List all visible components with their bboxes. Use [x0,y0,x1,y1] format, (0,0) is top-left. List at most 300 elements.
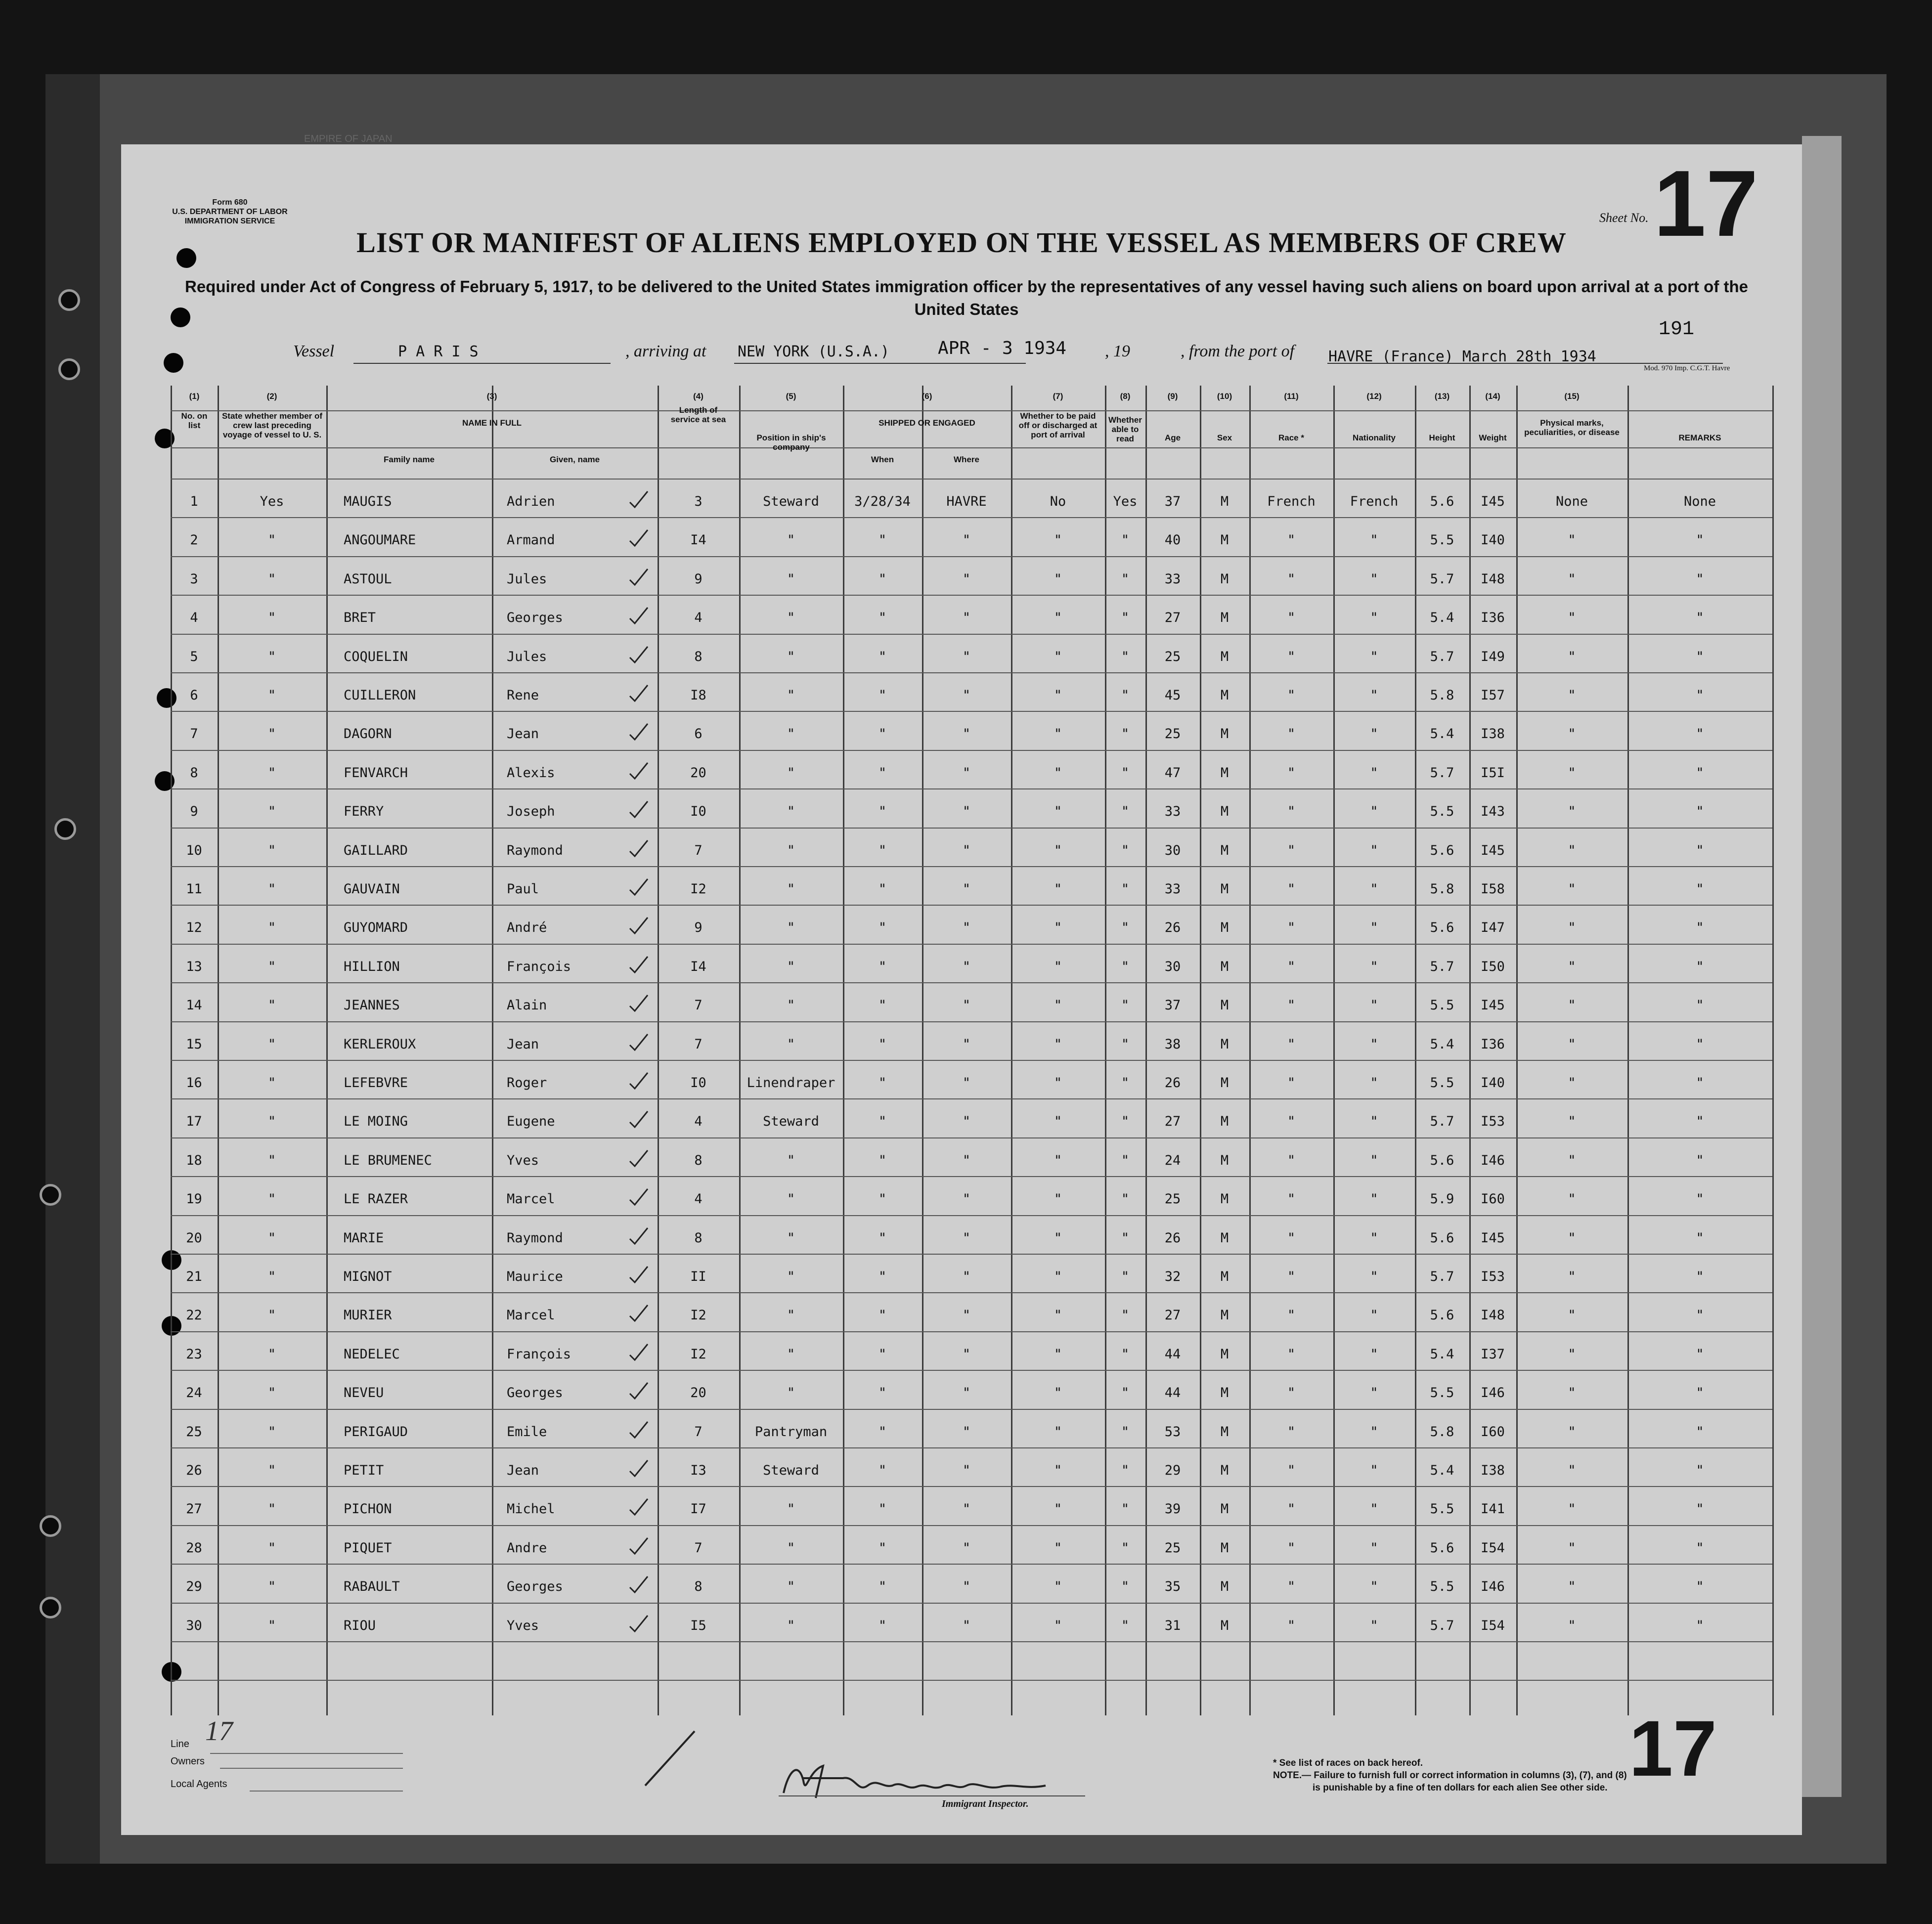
cell-nationality: " [1370,1540,1378,1556]
stamp-number: 191 [1659,318,1695,341]
cell-remarks: " [1696,688,1704,703]
cell-remarks: None [1683,494,1716,509]
row-rule [171,1331,1772,1332]
cell-service: I4 [690,959,706,974]
cell-no: 9 [190,804,198,820]
cell-height: 5.5 [1430,1579,1454,1595]
cell-read: " [1121,610,1130,626]
cell-race: " [1287,1385,1296,1401]
cell-position: " [787,726,795,742]
cell-sex: M [1220,688,1229,703]
row-rule [171,1641,1772,1642]
cell-remarks: " [1696,1230,1704,1246]
underlying-sheet-edge [1802,136,1842,1797]
row-rule [171,1447,1772,1448]
arrival-port: NEW YORK (U.S.A.) [738,343,890,360]
cell-weight: I43 [1481,804,1505,820]
cell-remarks: " [1696,1501,1704,1517]
cell-position: " [787,1579,795,1595]
cell-no: 7 [190,726,198,742]
cell-read: " [1121,1230,1130,1246]
cell-prev: " [267,842,276,858]
cell-given: Alexis [507,765,555,781]
row-rule [171,1215,1772,1216]
cell-service: I4 [690,532,706,548]
sheet-number-label: Sheet No. [1599,211,1649,225]
cell-height: 5.4 [1430,1036,1454,1052]
column-rule [326,386,328,1715]
checkmark-icon [628,528,649,548]
cell-physical: " [1568,1346,1576,1362]
cell-read: " [1121,1463,1130,1478]
cell-height: 5.7 [1430,649,1454,664]
cell-when: " [878,610,887,626]
cell-no: 26 [186,1463,202,1478]
cell-paid: " [1054,1230,1062,1246]
cell-race: " [1287,571,1296,587]
checkmark-icon [628,1536,649,1556]
cell-race: " [1287,726,1296,742]
cell-read: Yes [1113,494,1138,509]
cell-weight: I53 [1481,1114,1505,1130]
cell-read: " [1121,1191,1130,1207]
checkmark-icon [628,1071,649,1091]
col-number-8: (8) [1120,392,1131,401]
cell-when: " [878,920,887,936]
cell-race: " [1287,649,1296,664]
cell-age: 39 [1164,1501,1181,1517]
cell-age: 31 [1164,1618,1181,1633]
cell-age: 24 [1164,1152,1181,1168]
agents-underline [250,1791,403,1792]
cell-no: 24 [186,1385,202,1401]
cell-age: 27 [1164,1114,1181,1130]
cell-no: 30 [186,1618,202,1633]
cell-where: " [962,571,971,587]
header-age: Age [1164,433,1181,442]
cell-when: " [878,959,887,974]
cell-prev: " [267,610,276,626]
col-number-6: (6) [922,392,932,401]
cell-physical: " [1568,688,1576,703]
cell-weight: I54 [1481,1540,1505,1556]
print-imprint: Mod. 970 Imp. C.G.T. Havre [1644,364,1730,372]
cell-service: I0 [690,1075,706,1091]
cell-physical: " [1568,804,1576,820]
col-number-9: (9) [1167,392,1178,401]
cell-prev: " [267,804,276,820]
cell-position: " [787,959,795,974]
cell-service: I5 [690,1618,706,1633]
cell-nationality: French [1350,494,1399,509]
cell-physical: " [1568,1230,1576,1246]
cell-age: 27 [1164,1308,1181,1323]
cell-race: " [1287,1152,1296,1168]
cell-where: " [962,1385,971,1401]
cell-nationality: " [1370,920,1378,936]
cell-where: " [962,842,971,858]
cell-age: 25 [1164,726,1181,742]
cell-nationality: " [1370,1152,1378,1168]
cell-height: 5.4 [1430,1346,1454,1362]
cell-no: 10 [186,842,202,858]
cell-paid: " [1054,998,1062,1013]
cell-sex: M [1220,959,1229,974]
cell-no: 28 [186,1540,202,1556]
header-given-name: Given, name [549,455,600,464]
cell-race: " [1287,959,1296,974]
cell-race: " [1287,1230,1296,1246]
cell-no: 8 [190,765,198,781]
cell-paid: " [1054,1540,1062,1556]
cell-where: " [962,688,971,703]
cell-physical: " [1568,959,1576,974]
cell-age: 33 [1164,881,1181,897]
cell-sex: M [1220,1191,1229,1207]
cell-given: Raymond [507,842,563,858]
cell-weight: I45 [1481,998,1505,1013]
cell-where: " [962,1114,971,1130]
checkmark-icon [628,1342,649,1362]
header-physical-marks: Physical marks, peculiarities, or disease [1524,418,1620,437]
header-when: When [871,455,894,464]
cell-where: " [962,1269,971,1284]
cell-given: Jules [507,649,547,664]
checkmark-icon [628,1420,649,1440]
cell-family: MARIE [344,1230,384,1246]
vessel-name: P A R I S [398,343,479,360]
cell-no: 15 [186,1036,202,1052]
cell-paid: " [1054,610,1062,626]
cell-nationality: " [1370,1501,1378,1517]
cell-no: 14 [186,998,202,1013]
cell-prev: " [267,726,276,742]
row-rule [171,1176,1772,1177]
col-number-4: (4) [693,392,703,401]
cell-physical: " [1568,1191,1576,1207]
cell-height: 5.7 [1430,1114,1454,1130]
cell-physical: " [1568,998,1576,1013]
cell-read: " [1121,1346,1130,1362]
cell-read: " [1121,1308,1130,1323]
cell-remarks: " [1696,1579,1704,1595]
cell-race: " [1287,998,1296,1013]
checkmark-icon [628,993,649,1013]
line-underline [210,1753,403,1754]
cell-height: 5.5 [1430,1385,1454,1401]
cell-physical: " [1568,610,1576,626]
cell-age: 37 [1164,998,1181,1013]
cell-family: FERRY [344,804,384,820]
line-value: 17 [205,1716,233,1747]
cell-prev: " [267,1346,276,1362]
arriving-label: , arriving at [625,342,706,360]
cell-paid: " [1054,649,1062,664]
cell-paid: " [1054,881,1062,897]
cell-age: 25 [1164,649,1181,664]
cell-paid: " [1054,1346,1062,1362]
cell-paid: " [1054,688,1062,703]
cell-height: 5.8 [1430,1424,1454,1440]
cell-weight: I48 [1481,1308,1505,1323]
cell-prev: " [267,881,276,897]
cell-given: Raymond [507,1230,563,1246]
line-label: Line [171,1739,189,1749]
cell-when: " [878,1618,887,1633]
cell-service: 6 [694,726,703,742]
cell-service: 20 [690,765,706,781]
cell-race: " [1287,1579,1296,1595]
cell-prev: " [267,1501,276,1517]
cell-where: " [962,1501,971,1517]
cell-prev: " [267,1463,276,1478]
cell-age: 26 [1164,1230,1181,1246]
cell-family: RABAULT [344,1579,400,1595]
cell-height: 5.7 [1430,571,1454,587]
row-rule [171,711,1772,712]
cell-read: " [1121,726,1130,742]
cell-service: I2 [690,881,706,897]
cell-given: Georges [507,610,563,626]
cell-height: 5.6 [1430,1230,1454,1246]
cell-no: 19 [186,1191,202,1207]
cell-position: " [787,1191,795,1207]
checkmark-icon [628,1497,649,1517]
cell-nationality: " [1370,532,1378,548]
cell-prev: " [267,1269,276,1284]
cell-service: I0 [690,804,706,820]
cell-read: " [1121,1114,1130,1130]
cell-no: 13 [186,959,202,974]
cell-no: 6 [190,688,198,703]
cell-given: Marcel [507,1191,555,1207]
cell-remarks: " [1696,1463,1704,1478]
cell-when: " [878,1385,887,1401]
header-where: Where [954,455,979,464]
cell-race: " [1287,1501,1296,1517]
cell-sex: M [1220,1346,1229,1362]
form-identifier [166,198,294,226]
checkmark-icon [628,606,649,625]
cell-sex: M [1220,532,1229,548]
cell-read: " [1121,1501,1130,1517]
cell-nationality: " [1370,649,1378,664]
cell-family: JEANNES [344,998,400,1013]
cell-prev: " [267,1075,276,1091]
cell-sex: M [1220,804,1229,820]
cell-weight: I58 [1481,881,1505,897]
cell-position: " [787,1385,795,1401]
cell-given: Armand [507,532,555,548]
column-rule [492,386,493,1715]
checkmark-icon [628,1187,649,1207]
cell-remarks: " [1696,842,1704,858]
vessel-label: Vessel [293,342,335,360]
cell-where: " [962,920,971,936]
cell-family: KERLEROUX [344,1036,416,1052]
year-label: , 19 [1105,342,1130,360]
cell-when: " [878,1036,887,1052]
cell-weight: I53 [1481,1269,1505,1284]
cell-physical: " [1568,1501,1576,1517]
cell-family: CUILLERON [344,688,416,703]
cell-height: 5.7 [1430,765,1454,781]
cell-sex: M [1220,610,1229,626]
cell-prev: " [267,1618,276,1633]
cell-no: 22 [186,1308,202,1323]
cell-when: " [878,1501,887,1517]
checkmark-icon [628,683,649,703]
cell-no: 29 [186,1579,202,1595]
cell-height: 5.6 [1430,494,1454,509]
cell-no: 17 [186,1114,202,1130]
cell-paid: " [1054,804,1062,820]
cell-family: MAUGIS [344,494,392,509]
cell-height: 5.6 [1430,920,1454,936]
cell-position: " [787,1230,795,1246]
cell-given: Joseph [507,804,555,820]
row-rule [171,1098,1772,1099]
cell-race: " [1287,1308,1296,1323]
row-rule [171,595,1772,596]
cell-sex: M [1220,1230,1229,1246]
cell-family: BRET [344,610,376,626]
cell-age: 53 [1164,1424,1181,1440]
cell-nationality: " [1370,726,1378,742]
cell-physical: " [1568,1385,1576,1401]
cell-position: " [787,688,795,703]
cell-weight: I47 [1481,920,1505,936]
cell-service: I3 [690,1463,706,1478]
col-number-7: (7) [1053,392,1063,401]
cell-read: " [1121,688,1130,703]
department-name: U.S. DEPARTMENT OF LABOR [172,208,288,216]
cell-race: " [1287,881,1296,897]
cell-when: " [878,998,887,1013]
cell-sex: M [1220,1075,1229,1091]
cell-paid: " [1054,1463,1062,1478]
cell-age: 25 [1164,1191,1181,1207]
vessel-underline [353,363,611,364]
cell-age: 44 [1164,1385,1181,1401]
manifest-page [121,133,1802,1835]
row-rule [171,1292,1772,1293]
cell-sex: M [1220,494,1229,509]
row-rule [171,750,1772,751]
footnote-penalty-continued: is punishable by a fine of ten dollars for each alien See other side. [1313,1783,1608,1793]
cell-given: Maurice [507,1269,563,1284]
cell-paid: " [1054,1269,1062,1284]
cell-given: Paul [507,881,539,897]
cell-no: 4 [190,610,198,626]
cell-nationality: " [1370,1579,1378,1595]
inspector-label: Immigrant Inspector. [942,1798,1029,1809]
cell-given: Yves [507,1152,539,1168]
header-height: Height [1429,433,1455,442]
cell-when: " [878,1308,887,1323]
cell-age: 47 [1164,765,1181,781]
cell-position: " [787,1269,795,1284]
cell-read: " [1121,998,1130,1013]
cell-sex: M [1220,726,1229,742]
cell-where: " [962,726,971,742]
cell-age: 30 [1164,842,1181,858]
cell-family: LE BRUMENEC [344,1152,432,1168]
binder-hole [58,289,80,311]
cell-nationality: " [1370,959,1378,974]
cell-read: " [1121,1540,1130,1556]
punch-hole [164,353,183,373]
checkmark-icon [628,761,649,781]
cell-service: I2 [690,1346,706,1362]
cell-remarks: " [1696,1346,1704,1362]
cell-race: " [1287,765,1296,781]
cell-sex: M [1220,1269,1229,1284]
cell-where: " [962,1036,971,1052]
cell-height: 5.5 [1430,804,1454,820]
cell-service: II [690,1269,706,1284]
document-subtitle: Required under Act of Congress of February 5, 1917, to be delivered to the United States immigration officer by the representatives of any vessel having such aliens on board upon arrival at a port of the United States [184,277,1748,318]
cell-race: " [1287,1346,1296,1362]
cell-prev: " [267,1540,276,1556]
cell-where: " [962,765,971,781]
cell-where: " [962,1579,971,1595]
cell-service: 8 [694,1152,703,1168]
cell-no: 5 [190,649,198,664]
cell-nationality: " [1370,998,1378,1013]
cell-height: 5.4 [1430,726,1454,742]
cell-service: 9 [694,920,703,936]
cell-position: " [787,881,795,897]
binder-hole [58,358,80,380]
header-family-name: Family name [384,455,435,464]
cell-when: " [878,1463,887,1478]
cell-nationality: " [1370,1269,1378,1284]
cell-prev: " [267,1114,276,1130]
cell-race: " [1287,1424,1296,1440]
cell-service: 7 [694,1540,703,1556]
cell-sex: M [1220,1501,1229,1517]
cell-family: ANGOUMARE [344,532,416,548]
row-rule [171,1021,1772,1022]
cell-race: " [1287,1075,1296,1091]
cell-given: Georges [507,1579,563,1595]
cell-weight: I48 [1481,571,1505,587]
footnotes [1273,1757,1627,1794]
cell-weight: I45 [1481,1230,1505,1246]
cell-remarks: " [1696,610,1704,626]
cell-sex: M [1220,881,1229,897]
row-rule [171,1564,1772,1565]
cell-height: 5.6 [1430,1540,1454,1556]
cell-prev: " [267,1036,276,1052]
cell-when: " [878,532,887,548]
cell-prev: " [267,1230,276,1246]
cell-physical: " [1568,571,1576,587]
cell-paid: " [1054,765,1062,781]
cell-nationality: " [1370,571,1378,587]
cell-paid: " [1054,1152,1062,1168]
cell-weight: I37 [1481,1346,1505,1362]
cell-position: " [787,1501,795,1517]
cell-physical: " [1568,1075,1576,1091]
header-nationality: Nationality [1353,433,1396,442]
agents-label: Local Agents [171,1779,227,1790]
cell-paid: " [1054,571,1062,587]
cell-height: 5.6 [1430,1308,1454,1323]
cell-height: 5.5 [1430,998,1454,1013]
binder-hole [40,1515,61,1537]
